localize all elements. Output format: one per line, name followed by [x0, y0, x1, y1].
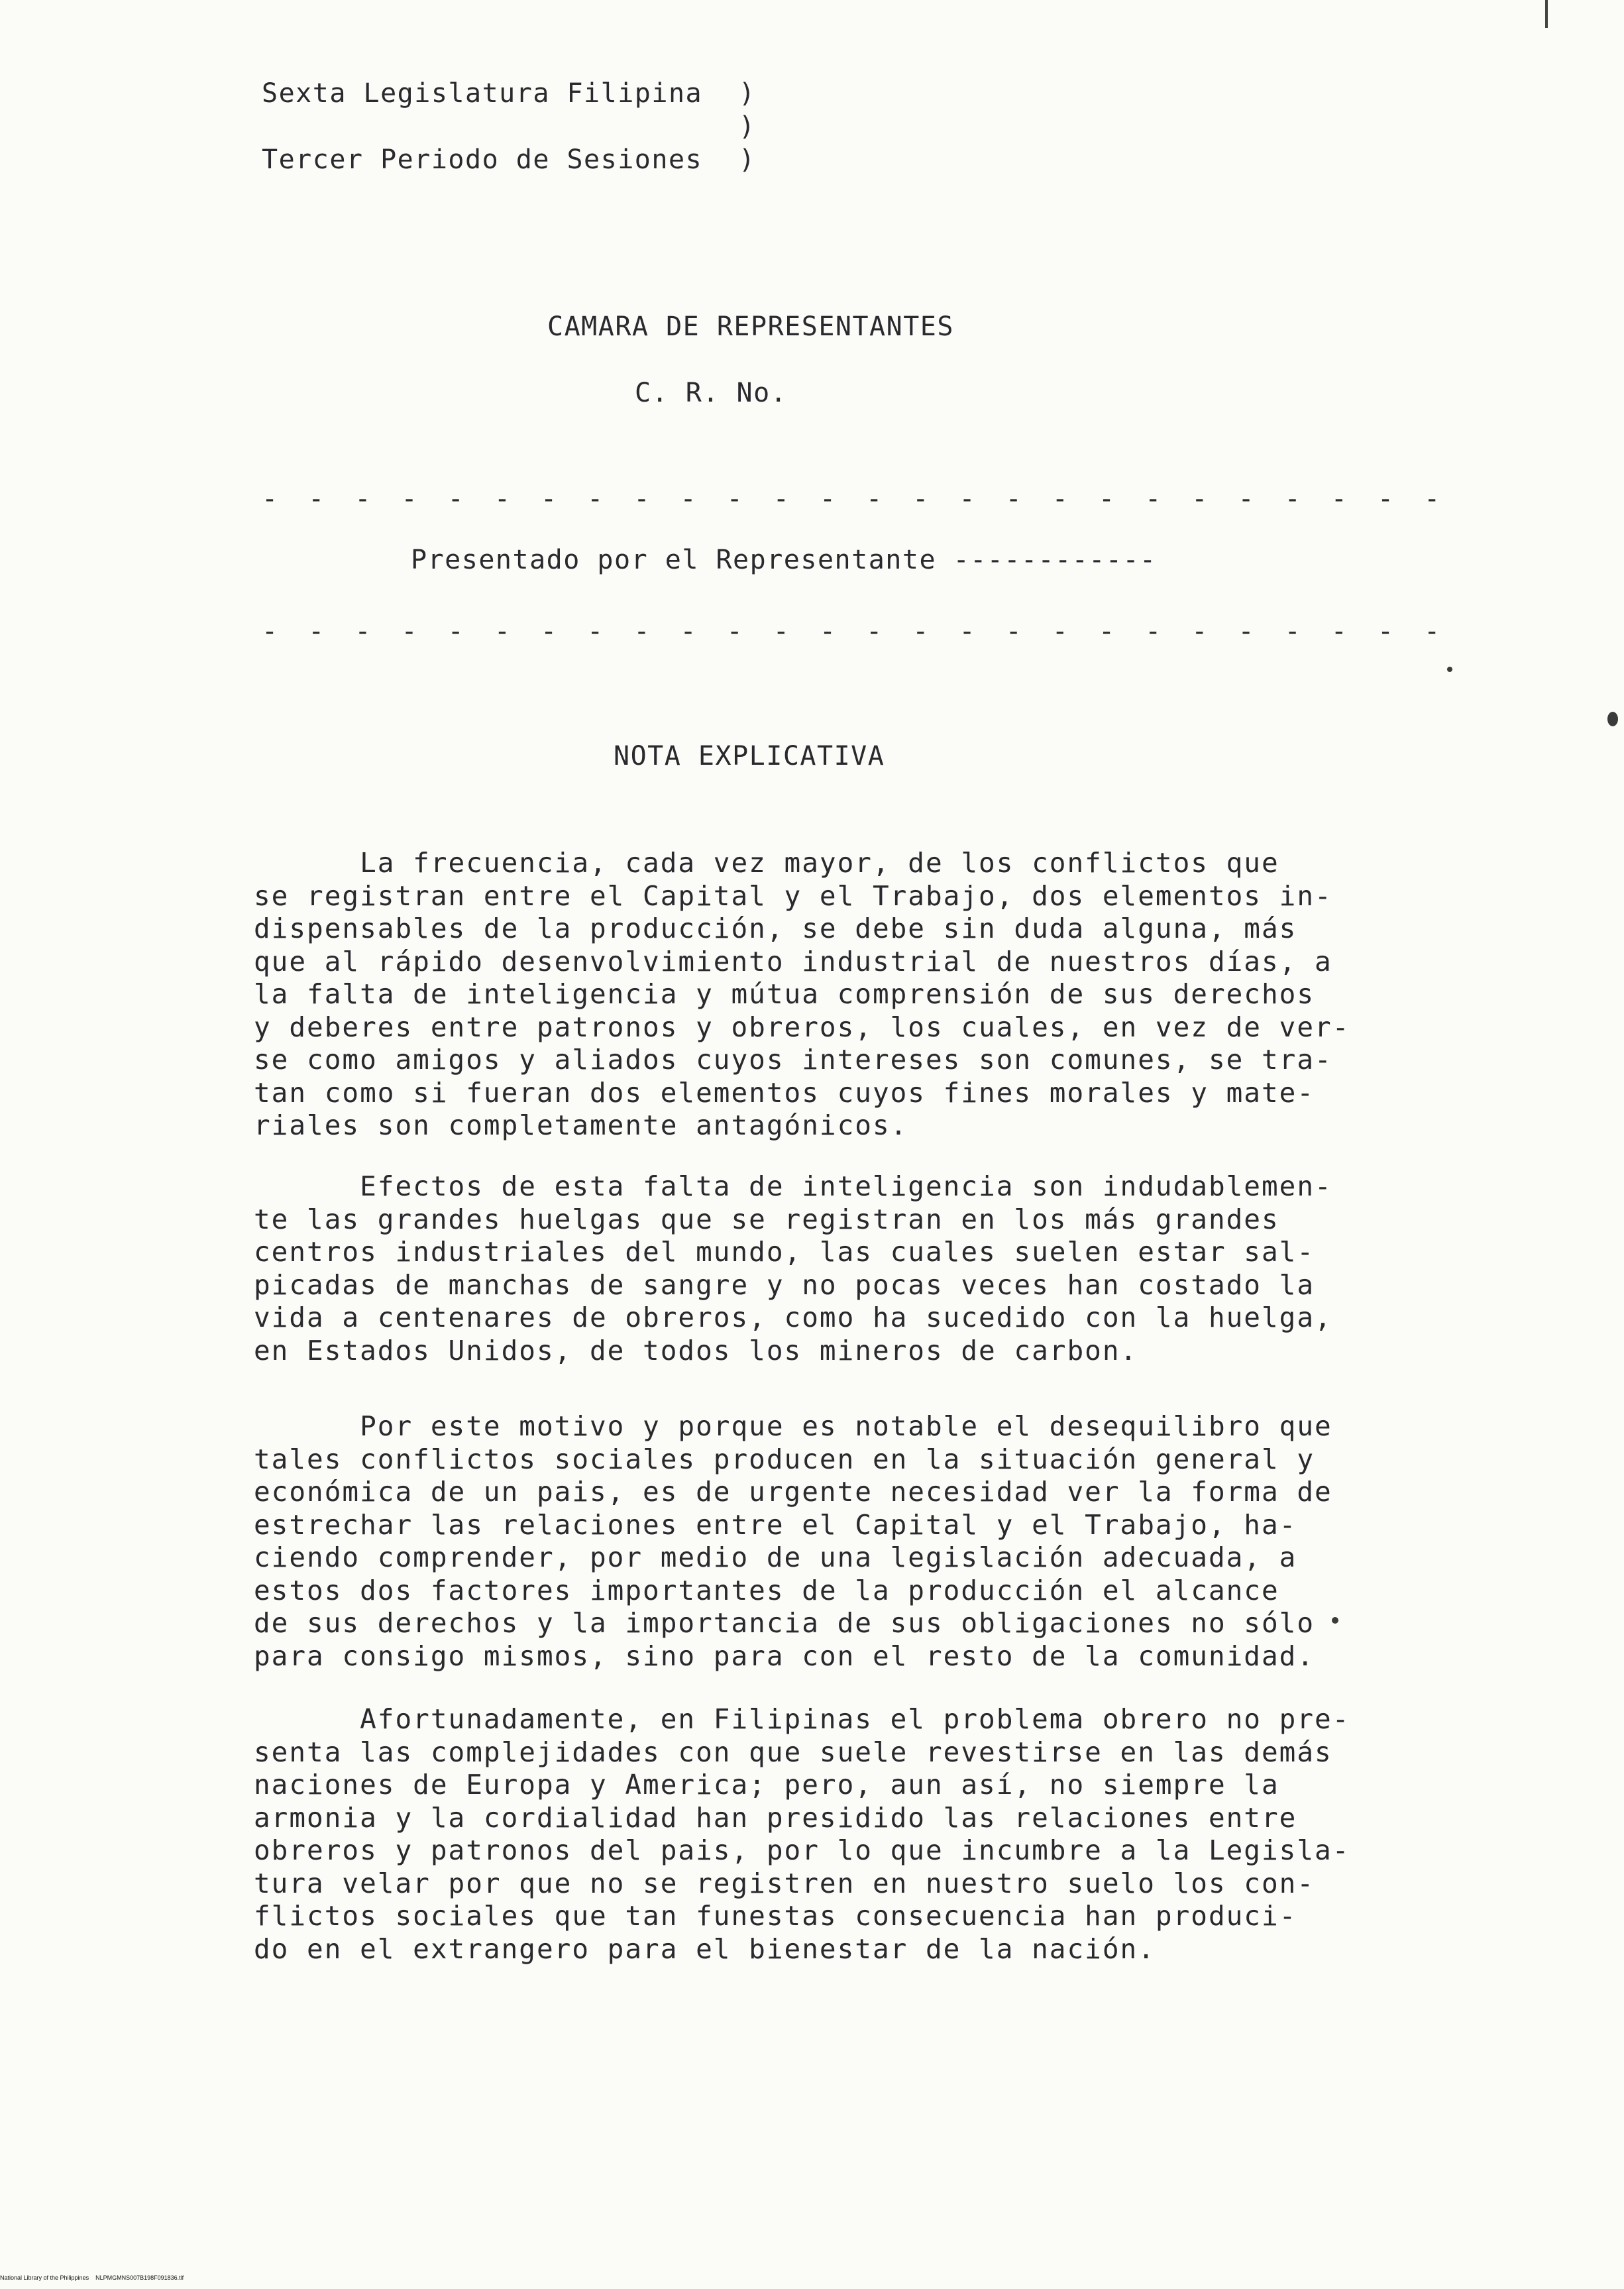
- ink-speck: [1607, 712, 1618, 726]
- archive-footer: [0, 2274, 184, 2281]
- separator-line: - - - - - - - - - - - - - - - - - - - - - - - - - -: [262, 484, 1448, 514]
- header-bracket: ): [739, 78, 755, 109]
- ink-speck: [1447, 667, 1452, 672]
- bill-number-label: C. R. No.: [635, 378, 788, 408]
- session-period-label: Tercer Periodo de Sesiones: [262, 144, 703, 175]
- footer-file-id: NLPMGMNS007B198F091836.tif: [95, 2274, 184, 2281]
- footer-library: National Library of the Philippines: [0, 2274, 89, 2281]
- ink-speck: [1332, 1617, 1338, 1624]
- explanatory-paragraph: Afortunadamente, en Filipinas el problema obrero no pre- senta las complejidades con que suele revestirse en las demás naciones de Europa y America; pero, aun así, no siempre la armonia y la cordialidad han presidido las relaciones entre obreros y patronos del pais, por lo que incumbre a la Legisla- tura velar por que no se registren en nuestro suelo los con- flictos sociales que tan funestas consecuencia han produci- do en el extrangero para el bienestar de la nación.: [254, 1703, 1350, 1965]
- separator-line: - - - - - - - - - - - - - - - - - - - - - - - - - -: [262, 616, 1448, 647]
- explanatory-paragraph: Efectos de esta falta de inteligencia son indudablemen- te las grandes huelgas que se registran en los más grandes centros industriales del mundo, las cuales suelen estar sal- picadas de manchas de sangre y no pocas veces han costado la vida a centenares de obreros, como ha sucedido con la huelga, en Estados Unidos, de todos los mineros de carbon.: [254, 1170, 1332, 1367]
- header-bracket: ): [739, 144, 755, 175]
- presented-by-line: Presentado por el Representante ------------: [411, 545, 1157, 575]
- legislature-label: Sexta Legislatura Filipina: [262, 78, 703, 109]
- document-title: NOTA EXPLICATIVA: [614, 741, 885, 771]
- explanatory-paragraph: Por este motivo y porque es notable el desequilibro que tales conflictos sociales producen en la situación general y económica de un pais, es de urgente necesidad ver la forma de estrechar las relaciones entre el Capital y el Trabajo, ha- ciendo comprender, por medio de una legislación adecuada, a estos dos factores importantes de la producción el alcance de sus derechos y la importancia de sus obligaciones no sólo para consigo mismos, sino para con el resto de la comunidad.: [254, 1410, 1332, 1672]
- chamber-heading: CAMARA DE REPRESENTANTES: [547, 311, 954, 342]
- scan-edge-mark: [1545, 0, 1548, 28]
- explanatory-paragraph: La frecuencia, cada vez mayor, de los conflictos que se registran entre el Capital y el Trabajo, dos elementos in- dispensables de la producción, se debe sin duda alguna, más que al rápido desenvolvimiento industrial de nuestros días, a la falta de inteligencia y mútua comprensión de sus derechos y deberes entre patronos y obreros, los cuales, en vez de ver- se como amigos y aliados cuyos intereses son comunes, se tra- tan como si fueran dos elementos cuyos fines morales y mate- riales son completamente antagónicos.: [254, 847, 1350, 1141]
- header-bracket: ): [739, 111, 755, 142]
